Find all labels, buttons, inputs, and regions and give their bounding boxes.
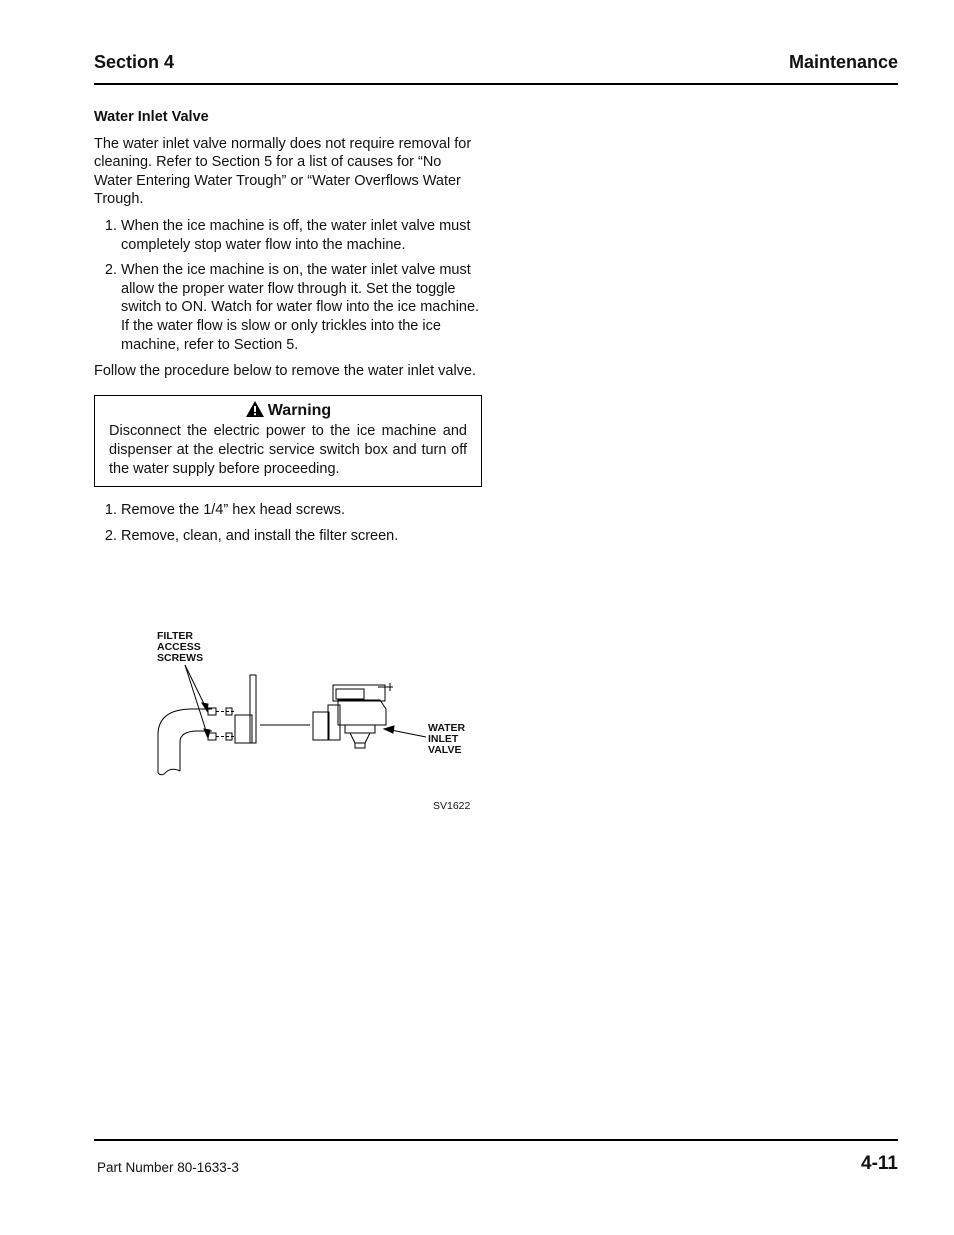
valve-figure — [150, 625, 485, 820]
label-line: ACCESS — [157, 641, 201, 653]
list-item: 2. Remove, clean, and install the filter screen. — [121, 527, 482, 546]
section-label: Section 4 — [94, 52, 175, 72]
procedure-paragraph: Follow the procedure below to remove the water inlet valve. — [94, 363, 477, 380]
list-item: 1. When the ice machine is off, the water inlet valve must completely stop water flow into the machine. — [121, 217, 482, 254]
intro-paragraph: The water inlet valve normally does not require removal for cleaning. Refer to Section 5 for a list of causes for “No Water Entering Water Trough” or “Water Overflows Water Trough. — [94, 135, 472, 208]
main-content — [94, 108, 482, 553]
part-number: Part Number 80-1633-3 — [97, 1160, 239, 1175]
check-list — [94, 217, 482, 354]
warning-box — [94, 395, 482, 487]
warning-triangle-icon — [245, 400, 265, 418]
label-line: WATER — [428, 722, 466, 734]
label-line: FILTER — [157, 630, 193, 642]
chapter-title: Maintenance — [788, 52, 898, 72]
warning-title: Warning — [267, 401, 332, 419]
page-number: 4-11 — [861, 1153, 898, 1174]
valve-drawing — [150, 625, 485, 820]
list-item: 2. When the ice machine is on, the water inlet valve must allow the proper water flow through it. Set the toggle switch to ON. Watch for water flow into the ice machine. If the water flow is slow or only trickles into the ice machine, refer to Section 5. — [121, 261, 482, 354]
label-line: SCREWS — [157, 652, 204, 664]
subsection-heading: Water Inlet Valve — [94, 109, 209, 125]
page-footer — [94, 1139, 898, 1181]
warning-title-row — [109, 400, 467, 421]
page-header — [94, 50, 898, 85]
list-item: 1. Remove the 1/4” hex head screws. — [121, 501, 482, 520]
step-list — [94, 501, 482, 545]
figure-id: SV1622 — [433, 800, 471, 812]
warning-text: Disconnect the electric power to the ice machine and dispenser at the electric service switch box and turn off the water supply before proceeding. — [109, 423, 467, 477]
label-line: VALVE — [428, 744, 462, 756]
label-line: INLET — [428, 733, 459, 745]
